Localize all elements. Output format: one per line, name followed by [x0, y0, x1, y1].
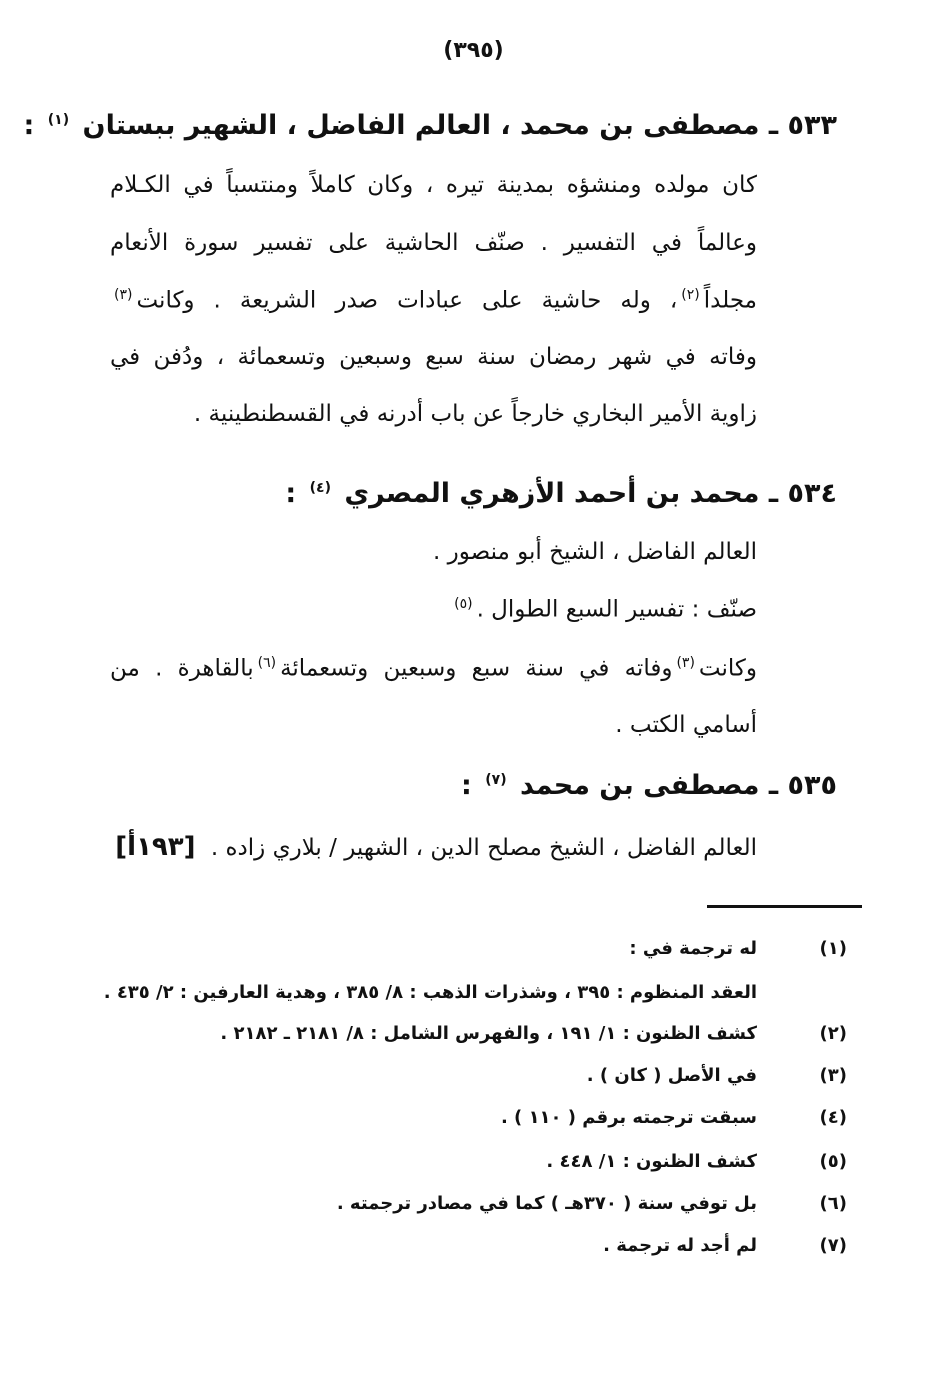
body-line: وعالماً في التفسير . صنّف الحاشية على تفسير سورة الأنعام	[110, 230, 757, 256]
footnote-number: (٦)	[819, 1193, 847, 1214]
body-line	[110, 655, 757, 682]
body-line: وفاته في شهر رمضان سنة سبع وسبعين وتسعمائة ، ودُفن في	[110, 344, 757, 370]
footnote-ref: (٦)	[257, 655, 277, 671]
footnote-text: العقد المنظوم : ٣٩٥ ، وشذرات الذهب : ٨/ ٣٨٥ ، وهدية العارفين : ٢/ ٤٣٥ .	[103, 982, 757, 1003]
body-line: أسامي الكتب .	[615, 712, 757, 738]
body-text: وكانت	[698, 655, 757, 682]
heading-colon: :	[23, 110, 35, 141]
page-number: (٣٩٥)	[443, 38, 504, 63]
footnote-number: (٣)	[819, 1065, 847, 1086]
body-line: كان مولده ومنشؤه بمدينة تيره ، وكان كاملاً ومنتسباً في الكـلام	[110, 172, 757, 198]
footnote-ref: (٧)	[485, 772, 507, 788]
footnote-text: كشف الظنون : ١/ ٤٤٨ .	[546, 1151, 757, 1172]
body-text: العالم الفاضل ، الشيخ مصلح الدين ، الشهير / بلاري زاده .	[210, 835, 757, 861]
body-text: ، وله حاشية على عبادات صدر الشريعة . وكانت	[136, 287, 678, 314]
footnote-ref: (٣)	[114, 287, 133, 303]
entry-heading-text: ٥٣٥ ـ مصطفى بن محمد	[520, 770, 837, 801]
entry-heading-text: ٥٣٣ ـ مصطفى بن محمد ، العالم الفاضل ، الشهير ببستان	[82, 110, 837, 141]
entry-heading-text: ٥٣٤ ـ محمد بن أحمد الأزهري المصري	[344, 478, 837, 509]
body-line: العالم الفاضل ، الشيخ أبو منصور .	[433, 539, 757, 565]
footnote-text: سبقت ترجمته برقم ( ١١٠ ) .	[500, 1107, 757, 1128]
footnote-number: (٤)	[819, 1107, 847, 1128]
entry-heading-535	[461, 770, 837, 801]
footnote-number: (٥)	[819, 1151, 847, 1172]
footnote-ref: (٤)	[309, 480, 331, 496]
entry-heading-534	[285, 478, 837, 509]
heading-colon: :	[285, 478, 297, 509]
body-line: زاوية الأمير البخاري خارجاً عن باب أدرنه في القسطنطينية .	[193, 401, 757, 427]
footnote-number: (٢)	[819, 1023, 847, 1044]
folio-marker: [١٩٣أ]	[115, 832, 196, 862]
footnote-ref: (١)	[47, 112, 70, 128]
footnote-text: في الأصل ( كان ) .	[586, 1065, 757, 1086]
body-line	[115, 832, 757, 862]
footnote-ref: (٥)	[454, 596, 473, 612]
body-line	[110, 287, 757, 314]
heading-colon: :	[461, 770, 472, 801]
entry-heading-533	[24, 110, 837, 141]
footnote-text: كشف الظنون : ١/ ١٩١ ، والفهرس الشامل : ٨/ ٢١٨١ ـ ٢١٨٢ .	[220, 1023, 757, 1044]
footnote-number: (٧)	[819, 1235, 847, 1256]
body-line	[450, 596, 757, 623]
footnote-ref: (٣)	[676, 655, 695, 671]
body-text: صنّف : تفسير السبع الطوال .	[476, 596, 757, 623]
body-text: بالقاهرة . من	[110, 655, 254, 682]
footnote-text: له ترجمة في :	[629, 938, 757, 959]
body-text: وفاته في سنة سبع وسبعين وتسعمائة	[280, 655, 673, 682]
footnote-text: لم أجد له ترجمة .	[603, 1235, 757, 1256]
body-text: مجلداً	[703, 287, 757, 314]
footnote-ref: (٢)	[681, 287, 700, 303]
footnote-text: بل توفي سنة ( ٣٧٠هـ ) كما في مصادر ترجمته .	[336, 1193, 757, 1214]
footnote-separator	[707, 905, 862, 908]
footnote-number: (١)	[819, 938, 847, 959]
